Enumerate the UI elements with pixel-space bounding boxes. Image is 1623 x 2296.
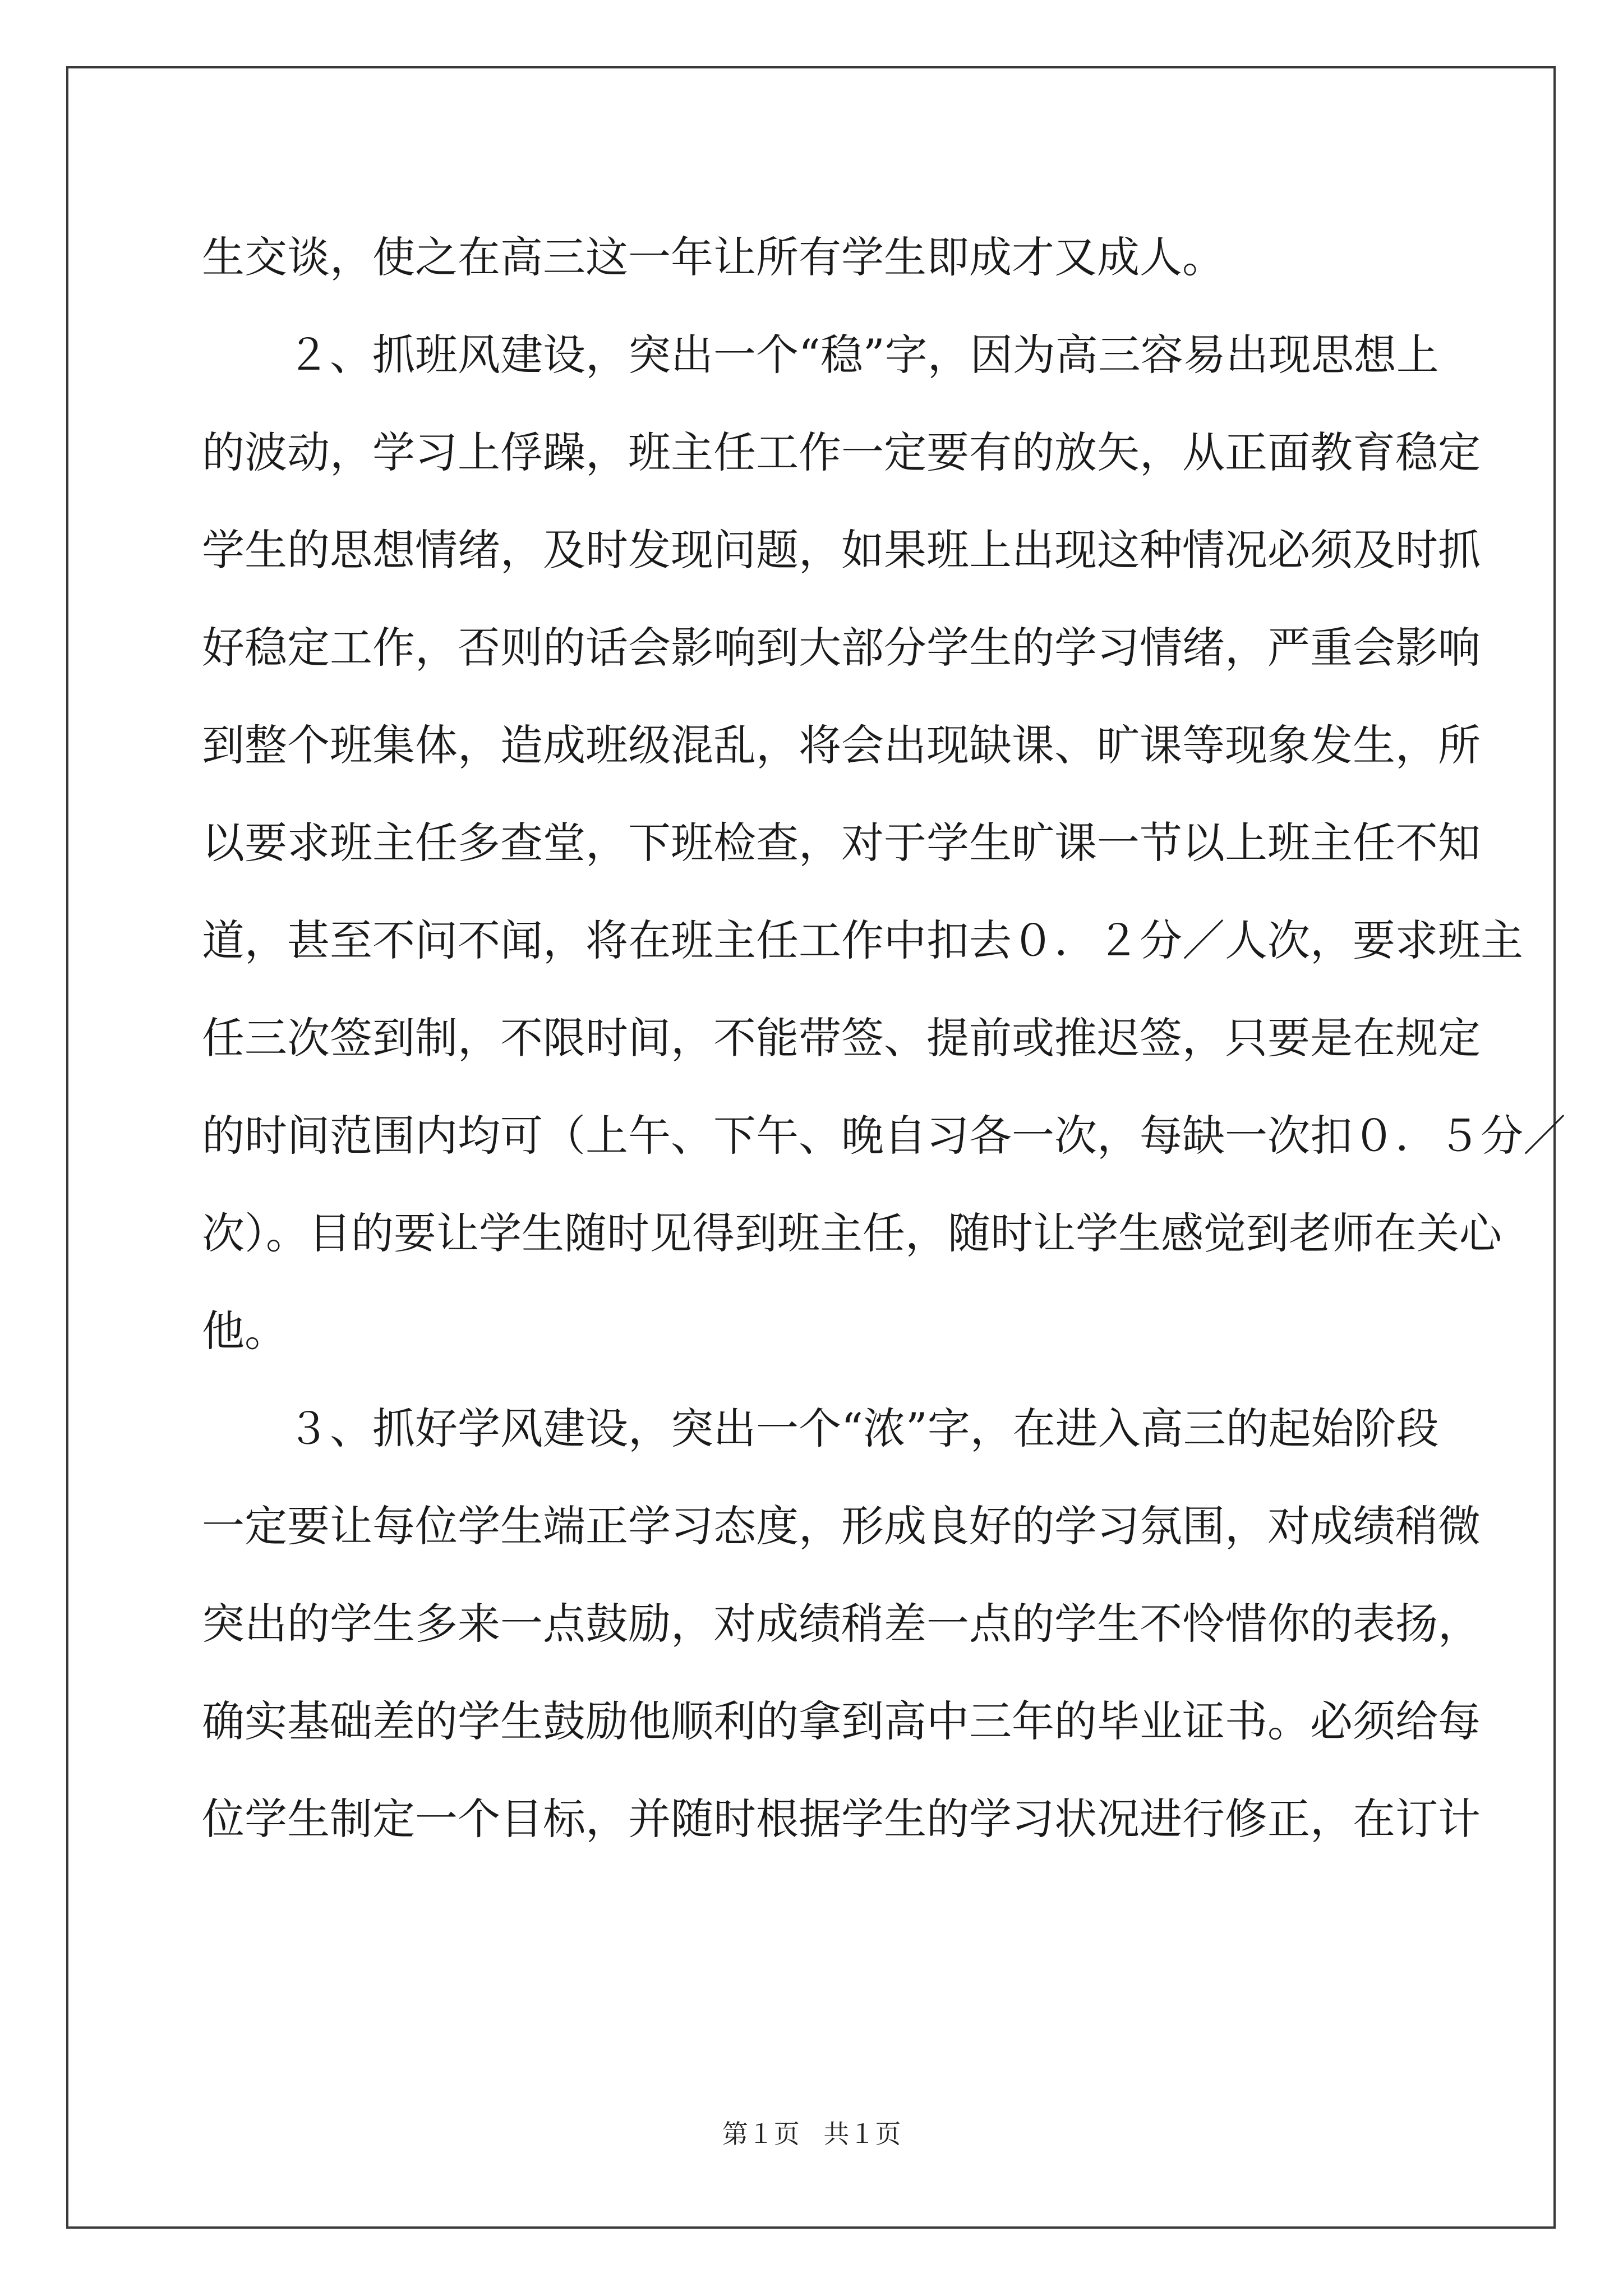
text-line: 的时间范围内均可（上午、下午、晚自习各一次，每缺一次扣０．５分／ [202, 1111, 1566, 1161]
text-line: 一定要让每位学生端正学习态度，形成良好的学习氛围，对成绩稍微 [202, 1501, 1481, 1551]
paragraph-3-start: ３、抓好学风建设，突出一个“浓”字，在进入高三的起始阶段 [287, 1404, 1439, 1453]
text-line: 他。 [202, 1306, 287, 1356]
text-line: 生交谈，使之在高三这一年让所有学生即成才又成人。 [202, 232, 1225, 282]
text-line: 以要求班主任多查堂，下班检查，对于学生旷课一节以上班主任不知 [202, 818, 1481, 868]
text-line: 确实基础差的学生鼓励他顺利的拿到高中三年的毕业证书。必须给每 [202, 1696, 1481, 1746]
page-total: 共１页 [823, 2119, 901, 2149]
text-line: 次）。目的要让学生随时见得到班主任，随时让学生感觉到老师在关心 [202, 1208, 1502, 1258]
text-line: 突出的学生多来一点鼓励，对成绩稍差一点的学生不怜惜你的表扬， [202, 1599, 1481, 1649]
text-line: 道，甚至不问不闻，将在班主任工作中扣去０．２分／人次，要求班主 [202, 915, 1523, 965]
page-footer [0, 2114, 1623, 2151]
document-body [202, 209, 1566, 1868]
page-number: 第１页 [722, 2119, 800, 2149]
text-line: 到整个班集体，造成班级混乱，将会出现缺课、旷课等现象发生，所 [202, 720, 1481, 770]
text-line: 任三次签到制，不限时间，不能带签、提前或推迟签，只要是在规定 [202, 1013, 1481, 1063]
text-line: 位学生制定一个目标，并随时根据学生的学习状况进行修正，在订计 [202, 1794, 1481, 1844]
text-line: 好稳定工作，否则的话会影响到大部分学生的学习情绪，严重会影响 [202, 623, 1481, 673]
text-line: 学生的思想情绪，及时发现问题，如果班上出现这种情况必须及时抓 [202, 525, 1481, 575]
text-line: 的波动，学习上俘躁，班主任工作一定要有的放矢，从正面教育稳定 [202, 427, 1481, 477]
paragraph-2-start: ２、抓班风建设，突出一个“稳”字，因为高三容易出现思想上 [287, 330, 1439, 380]
